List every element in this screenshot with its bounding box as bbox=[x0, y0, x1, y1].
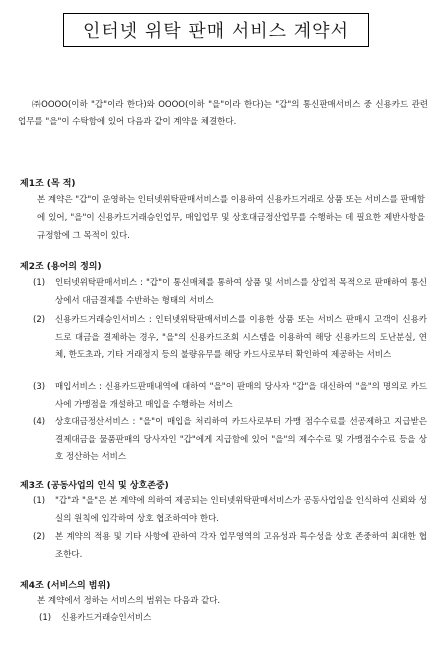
item-text: 신용카드거래승인서비스 bbox=[61, 613, 152, 623]
item-number: (2) bbox=[33, 315, 46, 325]
item-number: (2) bbox=[33, 532, 46, 542]
item-number: (1) bbox=[39, 613, 52, 623]
item-number: (3) bbox=[33, 382, 46, 392]
item-text: "갑"과 "을"은 본 계약에 의하여 제공되는 인터넷위탁판매서비스가 공동사업임을 인식하여 신뢰와 성실의 원칙에 입각하여 상호 협조하여야 한다. bbox=[55, 496, 427, 524]
item-text: 본 계약의 적용 및 기타 사항에 관하여 각자 업무영역의 고유성과 특수성을 상호 존중하여 최대한 협조한다. bbox=[55, 532, 427, 560]
article-3-item-1 bbox=[33, 493, 427, 528]
article-2-item-3 bbox=[33, 379, 427, 414]
item-text: 신용카드거래승인서비스 : 인터넷위탁판매서비스를 이용한 상품 또는 서비스 판매시 고객이 신용카드로 대금을 결제하는 경우, "을"의 신용카드조회 시스템을 이용하여 해당 신용카드의 도난분실, 연체, 한도초과, 기타 거래정지 등의 불량유무를 해당 카드사로부터 확인하여 제공하는 서비스 bbox=[55, 315, 427, 360]
article-2-item-4 bbox=[33, 414, 427, 467]
article-2-item-2 bbox=[33, 312, 427, 365]
item-text: 인터넷위탁판매서비스 : "갑"이 통신매체를 통하여 상품 및 서비스를 상업적 목적으로 판매하여 통신상에서 대금결제를 수반하는 형태의 서비스 bbox=[55, 278, 427, 306]
article-4-title: 제4조 (서비스의 범위) bbox=[20, 581, 111, 591]
item-number: (4) bbox=[33, 417, 46, 427]
document-title: 인터넷 위탁 판매 서비스 계약서 bbox=[83, 21, 349, 42]
document-title-box bbox=[63, 13, 369, 47]
article-2-title: 제2조 (용어의 정의) bbox=[20, 262, 102, 272]
article-3-title: 제3조 (공동사업의 인식 및 상호존중) bbox=[20, 481, 169, 491]
article-1-title: 제1조 (목 적) bbox=[20, 179, 76, 189]
article-2-item-1 bbox=[33, 275, 427, 310]
article-1-body: 본 계약은 "갑"이 운영하는 인터넷위탁판매서비스를 이용하여 신용카드거래로 상품 또는 서비스를 판매함에 있어, "을"이 신용카드거래승인업무, 매입업무 및 상호대금정산업무를 수행하는 데 필요한 제반사항을 규정함에 그 목적이 있다. bbox=[37, 195, 425, 241]
article-4-body: 본 계약에서 정하는 서비스의 범위는 다음과 같다. bbox=[37, 596, 221, 606]
item-text: 상호대금정산서비스 : "을"이 매입을 처리하여 카드사로부터 가맹 점수수료를 선공제하고 지급받은 결제대금을 물품판매의 당사자인 "갑"에게 지급함에 있어 "을"의 제수수료 및 가맹점수수료 등을 상호 정산하는 서비스 bbox=[55, 417, 427, 462]
item-number: (1) bbox=[33, 496, 46, 506]
article-4-item-1 bbox=[39, 610, 433, 628]
article-3-item-2 bbox=[33, 529, 427, 564]
item-number: (1) bbox=[33, 278, 46, 288]
item-text: 매입서비스 : 신용카드판매내역에 대하여 "을"이 판매의 당사자 "갑"을 대신하여 "을"의 명의로 카드사에 가맹점을 개설하고 매입을 수행하는 서비스 bbox=[55, 382, 427, 410]
intro-paragraph: ㈜OOOO(이하 "갑"이라 한다)와 OOOO(이하 "을"이라 한다)는 "갑"의 통신판매서비스 중 신용카드 관련업무를 "을"이 수탁함에 있어 다음과 같이 계약을 체결한다. bbox=[18, 100, 428, 127]
